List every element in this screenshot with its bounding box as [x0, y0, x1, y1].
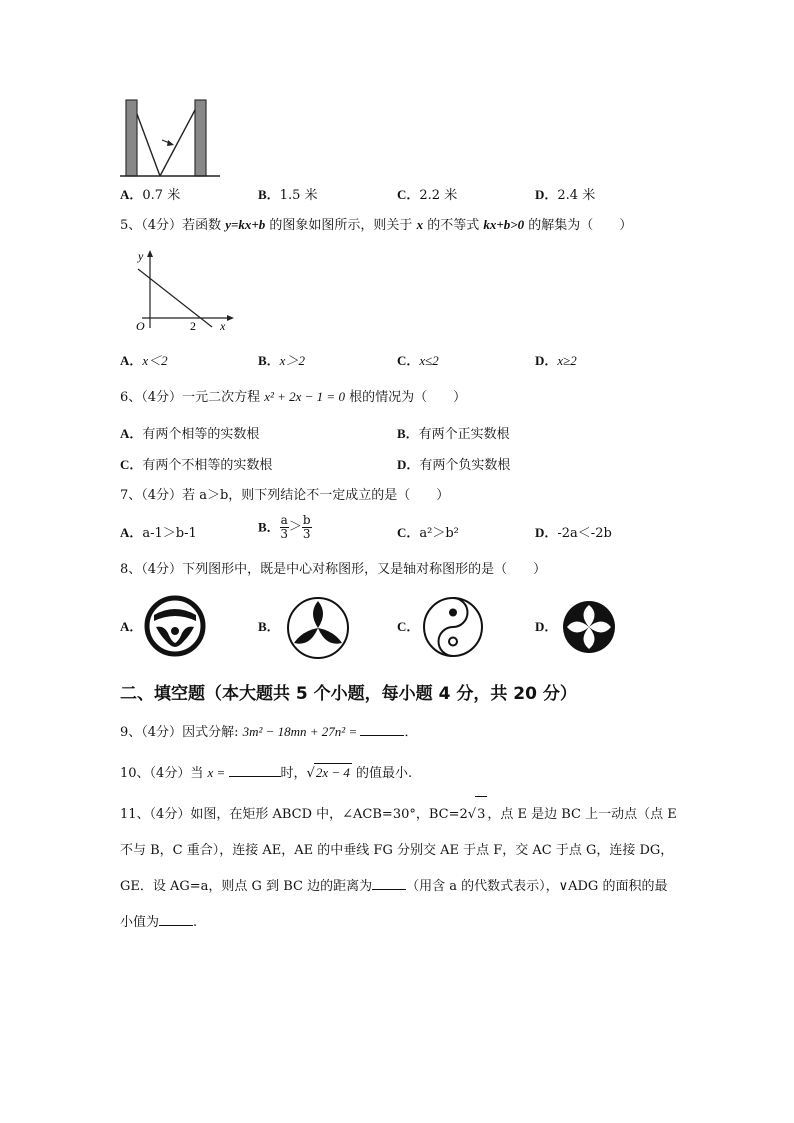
q7-option-b[interactable]: [258, 514, 312, 541]
question-number: 11、: [120, 807, 150, 822]
left-wall: [126, 100, 137, 176]
option-letter: D．: [535, 525, 558, 540]
three-petal-icon: [284, 595, 352, 661]
q6-option-c[interactable]: [120, 456, 272, 475]
question-score: （4分）: [141, 562, 183, 577]
option-letter: A．: [120, 426, 143, 441]
q4-option-d[interactable]: [535, 186, 595, 205]
option-text: x≤2: [419, 353, 439, 368]
numerator: a: [280, 513, 288, 527]
q5-option-b[interactable]: [258, 352, 305, 371]
q4-option-b[interactable]: [258, 186, 317, 205]
option-text: 1.5 米: [279, 188, 318, 203]
answer-blank[interactable]: [229, 764, 281, 777]
q5-linear-graph: [132, 248, 238, 334]
q5-stem: [120, 216, 632, 235]
q8-option-b[interactable]: [258, 618, 280, 637]
right-wall: [195, 100, 206, 176]
stem-text: 根的情况为（ ）: [344, 390, 467, 405]
option-text: a²＞b²: [419, 526, 459, 541]
stem-text: 的图象如图所示，则关于: [265, 218, 417, 233]
x-axis-label: x: [220, 319, 226, 333]
answer-blank-2[interactable]: [159, 913, 193, 926]
q7-option-d[interactable]: [535, 524, 612, 543]
q11-stem: [120, 796, 680, 941]
expression: x =: [207, 765, 229, 780]
question-score: （4分）: [149, 807, 191, 822]
question-number: 10、: [120, 766, 150, 781]
stem-text: 如图，在矩形 ABCD 中，∠ACB=30°，BC=2: [190, 807, 468, 822]
denominator: 3: [302, 527, 311, 541]
q5-option-a[interactable]: [120, 352, 168, 371]
question-score: （4分）: [141, 390, 183, 405]
stem-text: 时，: [280, 766, 307, 781]
stem-text: 当: [190, 766, 208, 781]
option-letter: A．: [120, 619, 143, 634]
emblem-a-icon: [144, 595, 206, 657]
stem-text: ．: [404, 725, 418, 740]
option-text: x＞2: [279, 353, 305, 368]
option-text: 有两个负实数根: [419, 458, 511, 473]
option-text: 有两个相等的实数根: [142, 427, 260, 442]
stem-text: 下列图形中，既是中心对称图形，又是轴对称图形的是（ ）: [182, 562, 547, 577]
radicand: 2x − 4: [315, 765, 350, 780]
option-letter: D．: [397, 457, 420, 472]
function-expr: y=kx+b: [225, 217, 266, 232]
option-letter: C．: [120, 457, 143, 472]
question-number: 8、: [120, 562, 142, 577]
fraction-b: [302, 514, 312, 541]
q8-option-d[interactable]: [535, 618, 557, 637]
option-letter: D．: [535, 353, 558, 368]
option-letter: C．: [397, 525, 420, 540]
question-score: （4分）: [149, 766, 191, 781]
variable: x: [416, 217, 424, 232]
stem-text: 一元二次方程: [182, 390, 265, 405]
section-2-title: 二、填空题（本大题共 5 个小题，每小题 4 分，共 20 分）: [120, 684, 577, 704]
y-axis-label: y: [138, 249, 144, 263]
option-letter: D．: [535, 187, 558, 202]
q7-option-c[interactable]: [397, 524, 459, 543]
option-text: x≥2: [557, 353, 577, 368]
option-letter: B．: [258, 519, 280, 535]
option-letter: A．: [120, 353, 143, 368]
q8-stem: [120, 561, 546, 579]
q6-stem: [120, 388, 466, 407]
q4-option-a[interactable]: [120, 186, 180, 205]
y-axis-arrow: [147, 250, 153, 257]
x-axis-arrow: [227, 315, 234, 321]
stem-text: 若函数: [182, 218, 226, 233]
q7-option-a[interactable]: [120, 524, 197, 543]
equation: x² + 2x − 1 = 0: [264, 389, 345, 404]
question-number: 6、: [120, 390, 142, 405]
option-text: 有两个正实数根: [418, 427, 510, 442]
relation: ＞: [288, 519, 302, 535]
radicand: 3: [475, 796, 487, 833]
q7-stem: [120, 487, 449, 505]
stem-text: 若 a＞b，则下列结论不一定成立的是（ ）: [182, 488, 450, 503]
stem-text: 的解集为（ ）: [524, 218, 633, 233]
stem-text: 的值最小.: [351, 766, 413, 781]
sqrt-symbol: √: [467, 807, 477, 822]
question-score: （4分）: [141, 488, 183, 503]
question-number: 9、: [120, 725, 142, 740]
sqrt-symbol: √: [306, 766, 315, 781]
q9-stem: [120, 723, 417, 742]
option-text: -2a＜-2b: [557, 526, 612, 541]
fraction-a: [280, 514, 289, 541]
x-intercept-label: 2: [190, 319, 196, 333]
option-letter: A．: [120, 525, 143, 540]
option-letter: B．: [397, 426, 419, 441]
stem-text: 的不等式: [423, 218, 484, 233]
q5-option-c[interactable]: [397, 352, 439, 371]
q5-option-d[interactable]: [535, 352, 577, 371]
q6-option-d[interactable]: [397, 456, 510, 475]
option-text: 2.4 米: [557, 188, 596, 203]
option-letter: C．: [397, 353, 420, 368]
question-score: （4分）: [141, 725, 183, 740]
four-leaf-icon: [560, 598, 618, 656]
option-text: 0.7 米: [142, 188, 181, 203]
question-number: 7、: [120, 488, 142, 503]
ladder-right: [160, 110, 195, 176]
option-letter: C．: [397, 187, 420, 202]
q8-option-a[interactable]: [120, 618, 142, 637]
option-text: a-1＞b-1: [142, 526, 197, 541]
q4-option-c[interactable]: [397, 186, 457, 205]
ladder-left: [137, 114, 160, 176]
ladder-figure: [118, 96, 224, 180]
option-letter: B．: [258, 187, 280, 202]
inequality-expr: kx+b>0: [483, 217, 525, 232]
option-letter: D．: [535, 619, 558, 634]
question-number: 5、: [120, 218, 142, 233]
origin-label: O: [136, 319, 145, 333]
expression: 3m² − 18mn + 27n² =: [242, 724, 361, 739]
arrow-head: [167, 140, 174, 146]
stem-text: 因式分解:: [182, 725, 243, 740]
numerator: b: [302, 513, 311, 527]
question-score: （4分）: [141, 218, 183, 233]
option-text: 2.2 米: [419, 188, 458, 203]
option-text: 有两个不相等的实数根: [142, 458, 273, 473]
q8-option-c[interactable]: [397, 618, 419, 637]
option-text: x＜2: [142, 353, 168, 368]
yin-yang-icon: [421, 595, 485, 659]
stem-text: .: [193, 915, 198, 930]
answer-blank-1[interactable]: [372, 877, 406, 890]
option-letter: A．: [120, 187, 143, 202]
denominator: 3: [280, 527, 289, 541]
q6-option-b[interactable]: [397, 425, 510, 444]
option-letter: B．: [258, 353, 280, 368]
option-letter: C．: [397, 619, 420, 634]
option-letter: B．: [258, 619, 280, 634]
stem-text: ，点 E 是边 BC 上一动点（点 E 不与 B，C 重合），连接 AE，AE 的中垂线 FG 分别交 AE 于点 F，交 AC 于点 G，连接 DG，GE．设 AG=a，则点 G 到 BC 边的距离为: [120, 807, 677, 894]
q6-option-a[interactable]: [120, 425, 259, 444]
stem-text: （用含 a 的代数式表示），∨ADG 的面积的最小值为: [120, 879, 668, 930]
answer-blank[interactable]: [360, 723, 404, 736]
q10-stem: [120, 763, 412, 783]
